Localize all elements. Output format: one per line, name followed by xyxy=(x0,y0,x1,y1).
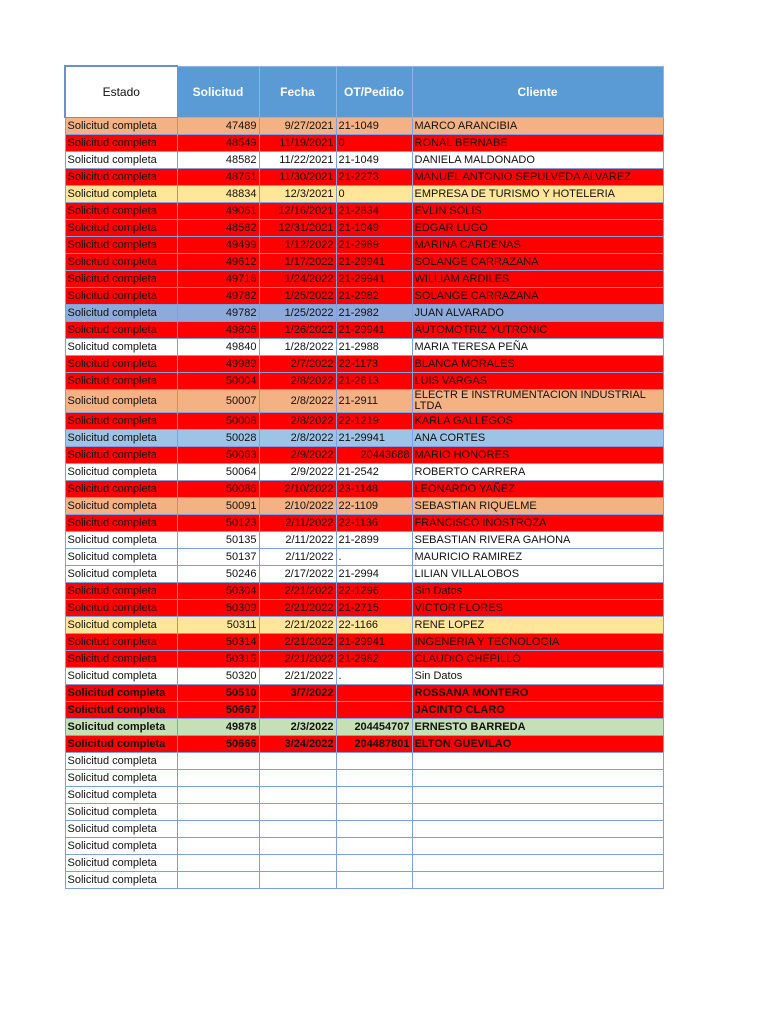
cell-solicitud[interactable]: 48761 xyxy=(177,169,259,186)
table-row xyxy=(65,322,663,339)
cell-ot-pedido[interactable]: 21-2273 xyxy=(336,169,412,186)
cell-fecha[interactable]: 2/11/2022 xyxy=(259,532,336,549)
table-row xyxy=(65,617,663,634)
table-row xyxy=(65,787,663,804)
cell-cliente[interactable]: MAURICIO RAMIREZ xyxy=(412,549,663,566)
cell-solicitud[interactable]: 50086 xyxy=(177,481,259,498)
table-row xyxy=(65,651,663,668)
cell-ot-pedido[interactable]: 22-1109 xyxy=(336,498,412,515)
cell-cliente[interactable]: Sin Datos xyxy=(412,583,663,600)
table-row xyxy=(65,288,663,305)
cell-solicitud[interactable]: 49782 xyxy=(177,305,259,322)
cell-estado[interactable]: Solicitud completa xyxy=(65,203,177,220)
cell-solicitud[interactable]: 49499 xyxy=(177,237,259,254)
cell-cliente[interactable]: RONAL BERNABE xyxy=(412,135,663,152)
table-row xyxy=(65,447,663,464)
cell-fecha[interactable]: 2/10/2022 xyxy=(259,481,336,498)
cell-fecha[interactable]: 2/8/2022 xyxy=(259,413,336,430)
cell-cliente[interactable]: SOLANGE CARRAZANA xyxy=(412,288,663,305)
cell-estado[interactable]: Solicitud completa xyxy=(65,498,177,515)
cell-cliente[interactable]: JACINTO CLARO xyxy=(412,702,663,719)
header-ot-pedido[interactable]: OT/Pedido xyxy=(336,66,412,118)
cell-fecha[interactable]: 12/16/2021 xyxy=(259,203,336,220)
cell-cliente[interactable] xyxy=(412,787,663,804)
cell-ot-pedido[interactable]: 21-2988 xyxy=(336,339,412,356)
cell-ot-pedido[interactable]: 21-2982 xyxy=(336,651,412,668)
cell-ot-pedido[interactable]: 22-1219 xyxy=(336,413,412,430)
cell-solicitud[interactable] xyxy=(177,753,259,770)
cell-estado[interactable]: Solicitud completa xyxy=(65,430,177,447)
cell-solicitud[interactable] xyxy=(177,787,259,804)
cell-cliente[interactable]: MARCO ARANCIBIA xyxy=(412,118,663,135)
table-row xyxy=(65,390,663,413)
cell-estado[interactable]: Solicitud completa xyxy=(65,532,177,549)
cell-ot-pedido[interactable]: 0 xyxy=(336,135,412,152)
cell-fecha[interactable]: 2/21/2022 xyxy=(259,651,336,668)
cell-fecha[interactable] xyxy=(259,702,336,719)
table-row xyxy=(65,549,663,566)
cell-ot-pedido[interactable]: . xyxy=(336,668,412,685)
cell-cliente[interactable]: WILLIAM ARDILES xyxy=(412,271,663,288)
cell-cliente[interactable] xyxy=(412,770,663,787)
table-row xyxy=(65,566,663,583)
cell-solicitud[interactable]: 49782 xyxy=(177,288,259,305)
table-row xyxy=(65,464,663,481)
cell-solicitud[interactable]: 47489 xyxy=(177,118,259,135)
table-row xyxy=(65,736,663,753)
cell-ot-pedido[interactable] xyxy=(336,855,412,872)
cell-fecha[interactable]: 2/8/2022 xyxy=(259,430,336,447)
table-row xyxy=(65,634,663,651)
cell-estado[interactable]: Solicitud completa xyxy=(65,237,177,254)
header-row xyxy=(65,66,663,118)
table-row xyxy=(65,838,663,855)
cell-estado[interactable]: Solicitud completa xyxy=(65,634,177,651)
cell-cliente[interactable]: RENE LOPEZ xyxy=(412,617,663,634)
cell-fecha[interactable]: 1/25/2022 xyxy=(259,288,336,305)
cell-fecha[interactable]: 1/12/2022 xyxy=(259,237,336,254)
cell-estado[interactable]: Solicitud completa xyxy=(65,821,177,838)
table-row xyxy=(65,872,663,889)
cell-solicitud[interactable]: 49061 xyxy=(177,203,259,220)
table-row xyxy=(65,339,663,356)
cell-cliente[interactable]: INGENERIA Y TECNOLOGIA xyxy=(412,634,663,651)
cell-estado[interactable]: Solicitud completa xyxy=(65,787,177,804)
cell-fecha[interactable]: 2/21/2022 xyxy=(259,600,336,617)
cell-cliente[interactable]: VICTOR FLORES xyxy=(412,600,663,617)
cell-ot-pedido[interactable] xyxy=(336,804,412,821)
table-header xyxy=(65,66,663,118)
cell-solicitud[interactable]: 50123 xyxy=(177,515,259,532)
cell-ot-pedido[interactable] xyxy=(336,685,412,702)
cell-solicitud[interactable]: 50666 xyxy=(177,736,259,753)
cell-estado[interactable]: Solicitud completa xyxy=(65,753,177,770)
table-row xyxy=(65,305,663,322)
cell-cliente[interactable]: MANUEL ANTONIO SEPULVEDA ALVAREZ xyxy=(412,169,663,186)
cell-cliente[interactable]: ROSSANA MONTERO xyxy=(412,685,663,702)
cell-fecha[interactable] xyxy=(259,753,336,770)
table-row xyxy=(65,532,663,549)
cell-estado[interactable]: Solicitud completa xyxy=(65,651,177,668)
cell-ot-pedido[interactable] xyxy=(336,753,412,770)
cell-fecha[interactable]: 2/8/2022 xyxy=(259,373,336,390)
cell-fecha[interactable] xyxy=(259,838,336,855)
cell-solicitud[interactable]: 50004 xyxy=(177,373,259,390)
cell-solicitud[interactable]: 50315 xyxy=(177,651,259,668)
table-row xyxy=(65,804,663,821)
table-row xyxy=(65,169,663,186)
cell-solicitud[interactable] xyxy=(177,838,259,855)
cell-fecha[interactable]: 2/21/2022 xyxy=(259,668,336,685)
table-row xyxy=(65,254,663,271)
cell-cliente[interactable]: ELTON GUEVILAO xyxy=(412,736,663,753)
cell-ot-pedido[interactable] xyxy=(336,872,412,889)
cell-fecha[interactable]: 2/21/2022 xyxy=(259,634,336,651)
cell-cliente[interactable]: AUTOMOTRIZ YUTRONIC xyxy=(412,322,663,339)
table-row xyxy=(65,583,663,600)
table-row xyxy=(65,203,663,220)
cell-estado[interactable]: Solicitud completa xyxy=(65,617,177,634)
cell-ot-pedido[interactable]: 0 xyxy=(336,186,412,203)
cell-estado[interactable]: Solicitud completa xyxy=(65,135,177,152)
cell-solicitud[interactable]: 50320 xyxy=(177,668,259,685)
cell-fecha[interactable]: 2/21/2022 xyxy=(259,617,336,634)
table-row xyxy=(65,220,663,237)
cell-estado[interactable]: Solicitud completa xyxy=(65,390,177,413)
table-row xyxy=(65,118,663,135)
cell-ot-pedido[interactable]: 21-2982 xyxy=(336,305,412,322)
cell-fecha[interactable]: 2/9/2022 xyxy=(259,447,336,464)
cell-cliente[interactable]: ROBERTO CARRERA xyxy=(412,464,663,481)
header-solicitud[interactable]: Solicitud xyxy=(177,66,259,118)
table-row xyxy=(65,430,663,447)
cell-estado[interactable]: Solicitud completa xyxy=(65,872,177,889)
cell-ot-pedido[interactable]: 21-29941 xyxy=(336,430,412,447)
cell-ot-pedido[interactable] xyxy=(336,702,412,719)
table-body xyxy=(65,118,663,889)
cell-ot-pedido[interactable]: 22-1173 xyxy=(336,356,412,373)
cell-fecha[interactable]: 1/24/2022 xyxy=(259,271,336,288)
cell-ot-pedido[interactable]: 20443688 xyxy=(336,447,412,464)
header-fecha[interactable]: Fecha xyxy=(259,66,336,118)
cell-solicitud[interactable]: 48582 xyxy=(177,220,259,237)
cell-solicitud[interactable]: 50304 xyxy=(177,583,259,600)
cell-fecha[interactable]: 12/31/2021 xyxy=(259,220,336,237)
cell-cliente[interactable]: MARIA TERESA PEÑA xyxy=(412,339,663,356)
table-row xyxy=(65,498,663,515)
cell-cliente[interactable]: ANA CORTES xyxy=(412,430,663,447)
cell-cliente[interactable]: EMPRESA DE TURISMO Y HOTELERIA xyxy=(412,186,663,203)
cell-fecha[interactable]: 2/17/2022 xyxy=(259,566,336,583)
cell-fecha[interactable]: 12/3/2021 xyxy=(259,186,336,203)
cell-ot-pedido[interactable]: 21-2989 xyxy=(336,237,412,254)
cell-ot-pedido[interactable]: 204487801 xyxy=(336,736,412,753)
cell-fecha[interactable] xyxy=(259,855,336,872)
cell-solicitud[interactable]: 48834 xyxy=(177,186,259,203)
cell-estado[interactable]: Solicitud completa xyxy=(65,515,177,532)
cell-ot-pedido[interactable] xyxy=(336,838,412,855)
cell-estado[interactable]: Solicitud completa xyxy=(65,770,177,787)
table-row xyxy=(65,237,663,254)
cell-ot-pedido[interactable]: 21-29941 xyxy=(336,322,412,339)
cell-ot-pedido[interactable]: . xyxy=(336,549,412,566)
cell-ot-pedido[interactable]: 22-1136 xyxy=(336,515,412,532)
cell-cliente[interactable]: JUAN ALVARADO xyxy=(412,305,663,322)
cell-solicitud[interactable]: 50063 xyxy=(177,447,259,464)
cell-cliente[interactable]: MARINA CARDENAS xyxy=(412,237,663,254)
cell-cliente[interactable]: LUIS VARGAS xyxy=(412,373,663,390)
cell-ot-pedido[interactable]: 22-1296 xyxy=(336,583,412,600)
table-row xyxy=(65,668,663,685)
cell-ot-pedido[interactable]: 21-29941 xyxy=(336,254,412,271)
cell-estado[interactable]: Solicitud completa xyxy=(65,356,177,373)
cell-ot-pedido[interactable]: 23-1148 xyxy=(336,481,412,498)
cell-cliente[interactable]: ELECTR E INSTRUMENTACION INDUSTRIAL LTDA xyxy=(412,390,663,413)
cell-solicitud[interactable]: 50008 xyxy=(177,413,259,430)
cell-cliente[interactable] xyxy=(412,872,663,889)
cell-solicitud[interactable]: 48582 xyxy=(177,152,259,169)
table-row xyxy=(65,515,663,532)
cell-cliente[interactable] xyxy=(412,821,663,838)
cell-estado[interactable]: Solicitud completa xyxy=(65,220,177,237)
cell-solicitud[interactable]: 50309 xyxy=(177,600,259,617)
table-row xyxy=(65,152,663,169)
cell-fecha[interactable]: 2/21/2022 xyxy=(259,583,336,600)
table-row xyxy=(65,702,663,719)
cell-estado[interactable]: Solicitud completa xyxy=(65,600,177,617)
cell-estado[interactable]: Solicitud completa xyxy=(65,855,177,872)
cell-estado[interactable]: Solicitud completa xyxy=(65,549,177,566)
cell-estado[interactable]: Solicitud completa xyxy=(65,305,177,322)
cell-solicitud[interactable]: 50007 xyxy=(177,390,259,413)
cell-estado[interactable]: Solicitud completa xyxy=(65,719,177,736)
cell-cliente[interactable]: ERNESTO BARREDA xyxy=(412,719,663,736)
table-row xyxy=(65,135,663,152)
cell-estado[interactable]: Solicitud completa xyxy=(65,736,177,753)
cell-estado[interactable]: Solicitud completa xyxy=(65,288,177,305)
cell-solicitud[interactable]: 50314 xyxy=(177,634,259,651)
cell-ot-pedido[interactable]: 204454707 xyxy=(336,719,412,736)
cell-estado[interactable]: Solicitud completa xyxy=(65,169,177,186)
cell-fecha[interactable] xyxy=(259,770,336,787)
cell-cliente[interactable]: LILIAN VILLALOBOS xyxy=(412,566,663,583)
cell-fecha[interactable] xyxy=(259,872,336,889)
cell-estado[interactable]: Solicitud completa xyxy=(65,118,177,135)
cell-fecha[interactable] xyxy=(259,821,336,838)
solicitudes-table xyxy=(64,65,664,889)
cell-ot-pedido[interactable]: 21-2911 xyxy=(336,390,412,413)
cell-fecha[interactable]: 1/26/2022 xyxy=(259,322,336,339)
header-cliente[interactable]: Cliente xyxy=(412,66,663,118)
cell-estado[interactable]: Solicitud completa xyxy=(65,583,177,600)
cell-ot-pedido[interactable]: 21-2613 xyxy=(336,373,412,390)
cell-estado[interactable]: Solicitud completa xyxy=(65,254,177,271)
cell-solicitud[interactable]: 50028 xyxy=(177,430,259,447)
cell-cliente[interactable]: LEONARDO YAÑEZ xyxy=(412,481,663,498)
cell-ot-pedido[interactable]: 21-2899 xyxy=(336,532,412,549)
cell-estado[interactable]: Solicitud completa xyxy=(65,271,177,288)
cell-estado[interactable]: Solicitud completa xyxy=(65,152,177,169)
cell-ot-pedido[interactable]: 21-2982 xyxy=(336,288,412,305)
table-row xyxy=(65,855,663,872)
cell-solicitud[interactable]: 49989 xyxy=(177,356,259,373)
table-row xyxy=(65,413,663,430)
cell-fecha[interactable]: 2/8/2022 xyxy=(259,390,336,413)
cell-ot-pedido[interactable]: 21-2834 xyxy=(336,203,412,220)
cell-cliente[interactable] xyxy=(412,838,663,855)
cell-estado[interactable]: Solicitud completa xyxy=(65,447,177,464)
cell-estado[interactable]: Solicitud completa xyxy=(65,838,177,855)
cell-cliente[interactable] xyxy=(412,753,663,770)
cell-estado[interactable]: Solicitud completa xyxy=(65,413,177,430)
table-row xyxy=(65,481,663,498)
cell-cliente[interactable]: SOLANGE CARRAZANA xyxy=(412,254,663,271)
cell-ot-pedido[interactable]: 21-1049 xyxy=(336,152,412,169)
cell-fecha[interactable]: 2/3/2022 xyxy=(259,719,336,736)
cell-fecha[interactable]: 9/27/2021 xyxy=(259,118,336,135)
cell-estado[interactable]: Solicitud completa xyxy=(65,186,177,203)
cell-estado[interactable]: Solicitud completa xyxy=(65,322,177,339)
cell-fecha[interactable]: 11/22/2021 xyxy=(259,152,336,169)
cell-solicitud[interactable]: 49878 xyxy=(177,719,259,736)
cell-fecha[interactable]: 2/10/2022 xyxy=(259,498,336,515)
cell-fecha[interactable]: 3/7/2022 xyxy=(259,685,336,702)
cell-solicitud[interactable] xyxy=(177,804,259,821)
cell-estado[interactable]: Solicitud completa xyxy=(65,373,177,390)
table-row xyxy=(65,719,663,736)
cell-fecha[interactable]: 1/28/2022 xyxy=(259,339,336,356)
cell-fecha[interactable]: 1/17/2022 xyxy=(259,254,336,271)
cell-solicitud[interactable] xyxy=(177,770,259,787)
cell-cliente[interactable]: Sin Datos xyxy=(412,668,663,685)
cell-solicitud[interactable]: 50510 xyxy=(177,685,259,702)
cell-solicitud[interactable]: 49840 xyxy=(177,339,259,356)
cell-cliente[interactable]: BLANCA MORALES xyxy=(412,356,663,373)
cell-ot-pedido[interactable] xyxy=(336,770,412,787)
table-row xyxy=(65,600,663,617)
table-row xyxy=(65,753,663,770)
table-row xyxy=(65,186,663,203)
cell-fecha[interactable]: 2/7/2022 xyxy=(259,356,336,373)
cell-ot-pedido[interactable]: 21-29941 xyxy=(336,634,412,651)
cell-cliente[interactable]: DANIELA MALDONADO xyxy=(412,152,663,169)
cell-cliente[interactable] xyxy=(412,855,663,872)
table-row xyxy=(65,821,663,838)
cell-solicitud[interactable]: 49716 xyxy=(177,271,259,288)
cell-solicitud[interactable] xyxy=(177,821,259,838)
cell-cliente[interactable]: SEBASTIAN RIQUELME xyxy=(412,498,663,515)
cell-solicitud[interactable]: 50667 xyxy=(177,702,259,719)
cell-cliente[interactable]: KARLA GALLEGOS xyxy=(412,413,663,430)
cell-solicitud[interactable]: 49612 xyxy=(177,254,259,271)
table-row xyxy=(65,770,663,787)
cell-ot-pedido[interactable]: 21-1049 xyxy=(336,118,412,135)
cell-cliente[interactable]: EDGAR LUGO xyxy=(412,220,663,237)
cell-solicitud[interactable]: 50135 xyxy=(177,532,259,549)
cell-estado[interactable]: Solicitud completa xyxy=(65,464,177,481)
cell-fecha[interactable]: 2/9/2022 xyxy=(259,464,336,481)
cell-fecha[interactable]: 11/19/2021 xyxy=(259,135,336,152)
cell-ot-pedido[interactable]: 21-1049 xyxy=(336,220,412,237)
cell-solicitud[interactable] xyxy=(177,872,259,889)
cell-fecha[interactable]: 2/11/2022 xyxy=(259,549,336,566)
cell-solicitud[interactable]: 49806 xyxy=(177,322,259,339)
cell-fecha[interactable]: 2/11/2022 xyxy=(259,515,336,532)
cell-ot-pedido[interactable]: 21-2542 xyxy=(336,464,412,481)
cell-estado[interactable]: Solicitud completa xyxy=(65,702,177,719)
cell-fecha[interactable]: 11/30/2021 xyxy=(259,169,336,186)
cell-cliente[interactable]: FRANCISCO INOSTROZA xyxy=(412,515,663,532)
cell-cliente[interactable]: EVLIN SOLIS xyxy=(412,203,663,220)
cell-ot-pedido[interactable]: 22-1166 xyxy=(336,617,412,634)
cell-fecha[interactable]: 3/24/2022 xyxy=(259,736,336,753)
cell-estado[interactable]: Solicitud completa xyxy=(65,668,177,685)
cell-solicitud[interactable]: 50137 xyxy=(177,549,259,566)
table-row xyxy=(65,373,663,390)
cell-solicitud[interactable]: 50246 xyxy=(177,566,259,583)
cell-solicitud[interactable]: 50091 xyxy=(177,498,259,515)
cell-solicitud[interactable]: 50064 xyxy=(177,464,259,481)
cell-solicitud[interactable]: 48549 xyxy=(177,135,259,152)
header-estado[interactable]: Estado xyxy=(65,66,177,118)
cell-fecha[interactable]: 1/25/2022 xyxy=(259,305,336,322)
cell-cliente[interactable]: CLAUDIO CHEPILLO xyxy=(412,651,663,668)
cell-cliente[interactable]: SEBASTIAN RIVERA GAHONA xyxy=(412,532,663,549)
cell-cliente[interactable]: MARIO HONORES xyxy=(412,447,663,464)
cell-ot-pedido[interactable]: 21-29941 xyxy=(336,271,412,288)
cell-fecha[interactable] xyxy=(259,787,336,804)
cell-ot-pedido[interactable] xyxy=(336,821,412,838)
table-row xyxy=(65,685,663,702)
cell-estado[interactable]: Solicitud completa xyxy=(65,339,177,356)
cell-solicitud[interactable]: 50311 xyxy=(177,617,259,634)
cell-ot-pedido[interactable]: 21-2715 xyxy=(336,600,412,617)
table-row xyxy=(65,356,663,373)
cell-estado[interactable]: Solicitud completa xyxy=(65,685,177,702)
cell-solicitud[interactable] xyxy=(177,855,259,872)
cell-estado[interactable]: Solicitud completa xyxy=(65,481,177,498)
cell-estado[interactable]: Solicitud completa xyxy=(65,804,177,821)
cell-cliente[interactable] xyxy=(412,804,663,821)
cell-ot-pedido[interactable] xyxy=(336,787,412,804)
cell-ot-pedido[interactable]: 21-2994 xyxy=(336,566,412,583)
table-row xyxy=(65,271,663,288)
cell-fecha[interactable] xyxy=(259,804,336,821)
cell-estado[interactable]: Solicitud completa xyxy=(65,566,177,583)
